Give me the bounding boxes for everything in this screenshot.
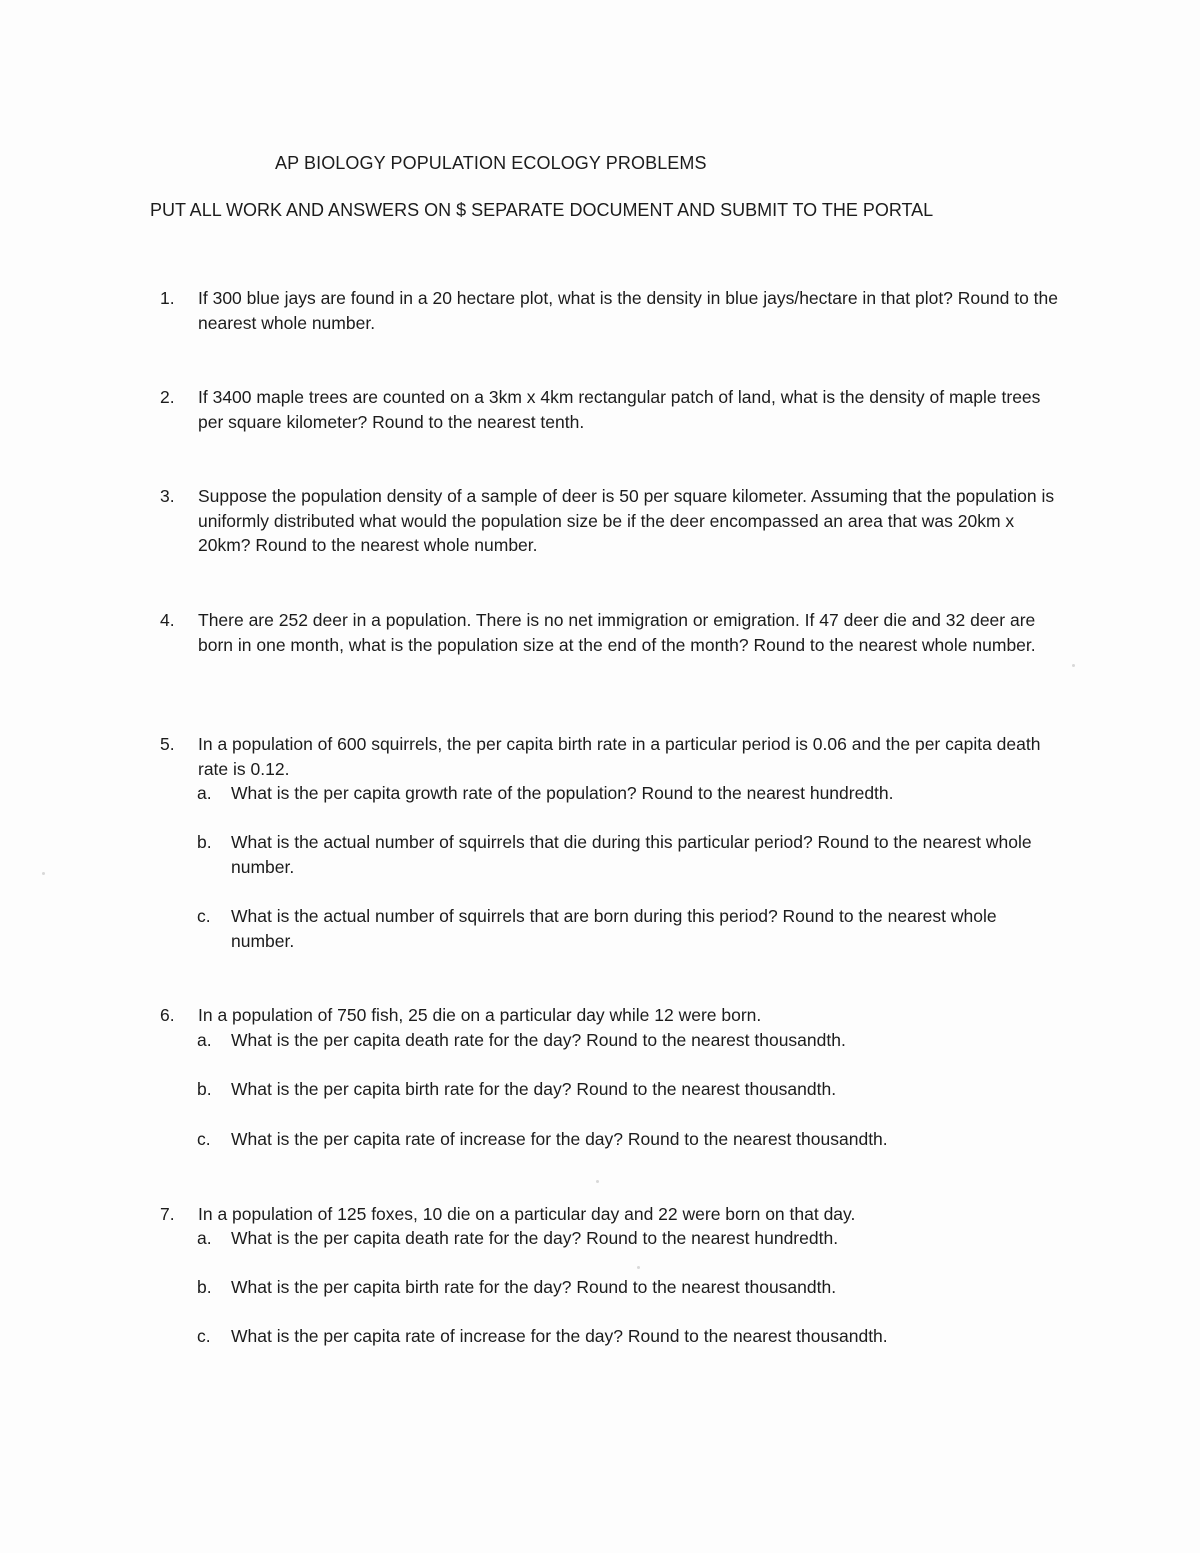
- question-7-part-c: [197, 1324, 1057, 1349]
- part-letter: c.: [197, 1326, 211, 1346]
- question-text: In a population of 600 squirrels, the per capita birth rate in a particular period is 0.06 and the per capita death rate is 0.12.: [198, 734, 1041, 779]
- part-text: What is the per capita death rate for the day? Round to the nearest thousandth.: [231, 1030, 846, 1050]
- scan-speck: [42, 872, 45, 875]
- part-text: What is the per capita growth rate of the population? Round to the nearest hundredth.: [231, 783, 894, 803]
- part-text: What is the per capita rate of increase for the day? Round to the nearest thousandth.: [231, 1326, 888, 1346]
- question-5: [160, 732, 1060, 781]
- question-number: 4.: [160, 610, 175, 630]
- question-7: [160, 1202, 1060, 1227]
- part-letter: a.: [197, 1228, 212, 1248]
- scan-speck: [596, 1180, 599, 1183]
- question-text: Suppose the population density of a sample of deer is 50 per square kilometer. Assuming that the population is uniformly distributed what would the population size be if the deer encompassed an area that was 20km x 20km? Round to the nearest whole number.: [198, 486, 1055, 555]
- part-text: What is the actual number of squirrels that are born during this period? Round to the nearest whole number.: [231, 906, 997, 951]
- question-text: If 300 blue jays are found in a 20 hectare plot, what is the density in blue jays/hectare in that plot? Round to the nearest whole number.: [198, 288, 1058, 333]
- question-5-part-b: [197, 830, 1057, 879]
- part-text: What is the per capita birth rate for the day? Round to the nearest thousandth.: [231, 1079, 837, 1099]
- part-text: What is the per capita birth rate for the day? Round to the nearest thousandth.: [231, 1277, 837, 1297]
- question-text: In a population of 750 fish, 25 die on a particular day while 12 were born.: [198, 1005, 762, 1025]
- question-number: 3.: [160, 486, 175, 506]
- question-1: [160, 286, 1060, 335]
- part-text: What is the per capita death rate for the day? Round to the nearest hundredth.: [231, 1228, 839, 1248]
- part-letter: a.: [197, 783, 212, 803]
- part-letter: c.: [197, 906, 211, 926]
- question-number: 6.: [160, 1005, 175, 1025]
- question-6: [160, 1003, 1060, 1028]
- part-letter: b.: [197, 1079, 212, 1099]
- page-title: AP BIOLOGY POPULATION ECOLOGY PROBLEMS: [275, 153, 707, 173]
- question-text: If 3400 maple trees are counted on a 3km x 4km rectangular patch of land, what is the density of maple trees per square kilometer? Round to the nearest tenth.: [198, 387, 1041, 432]
- question-number: 5.: [160, 734, 175, 754]
- part-letter: b.: [197, 832, 212, 852]
- question-6-part-c: [197, 1127, 1057, 1152]
- question-5-part-a: [197, 781, 1057, 806]
- question-text: There are 252 deer in a population. There is no net immigration or emigration. If 47 deer die and 32 deer are born in one month, what is the population size at the end of the month? Round to the nearest whole number.: [198, 610, 1036, 655]
- question-number: 1.: [160, 288, 175, 308]
- question-7-part-a: [197, 1226, 1057, 1251]
- question-3: [160, 484, 1060, 558]
- part-letter: a.: [197, 1030, 212, 1050]
- question-text: In a population of 125 foxes, 10 die on a particular day and 22 were born on that day.: [198, 1204, 856, 1224]
- question-4: [160, 608, 1060, 657]
- part-letter: b.: [197, 1277, 212, 1297]
- scan-speck: [637, 1266, 640, 1269]
- question-5-part-c: [197, 904, 1057, 953]
- part-text: What is the actual number of squirrels that die during this particular period? Round to the nearest whole number.: [231, 832, 1032, 877]
- scan-speck: [1072, 664, 1075, 667]
- question-6-part-b: [197, 1077, 1057, 1102]
- part-letter: c.: [197, 1129, 211, 1149]
- instructions-line: PUT ALL WORK AND ANSWERS ON $ SEPARATE DOCUMENT AND SUBMIT TO THE PORTAL: [150, 200, 934, 220]
- question-2: [160, 385, 1060, 434]
- question-number: 2.: [160, 387, 175, 407]
- question-6-part-a: [197, 1028, 1057, 1053]
- part-text: What is the per capita rate of increase for the day? Round to the nearest thousandth.: [231, 1129, 888, 1149]
- question-number: 7.: [160, 1204, 175, 1224]
- question-7-part-b: [197, 1275, 1057, 1300]
